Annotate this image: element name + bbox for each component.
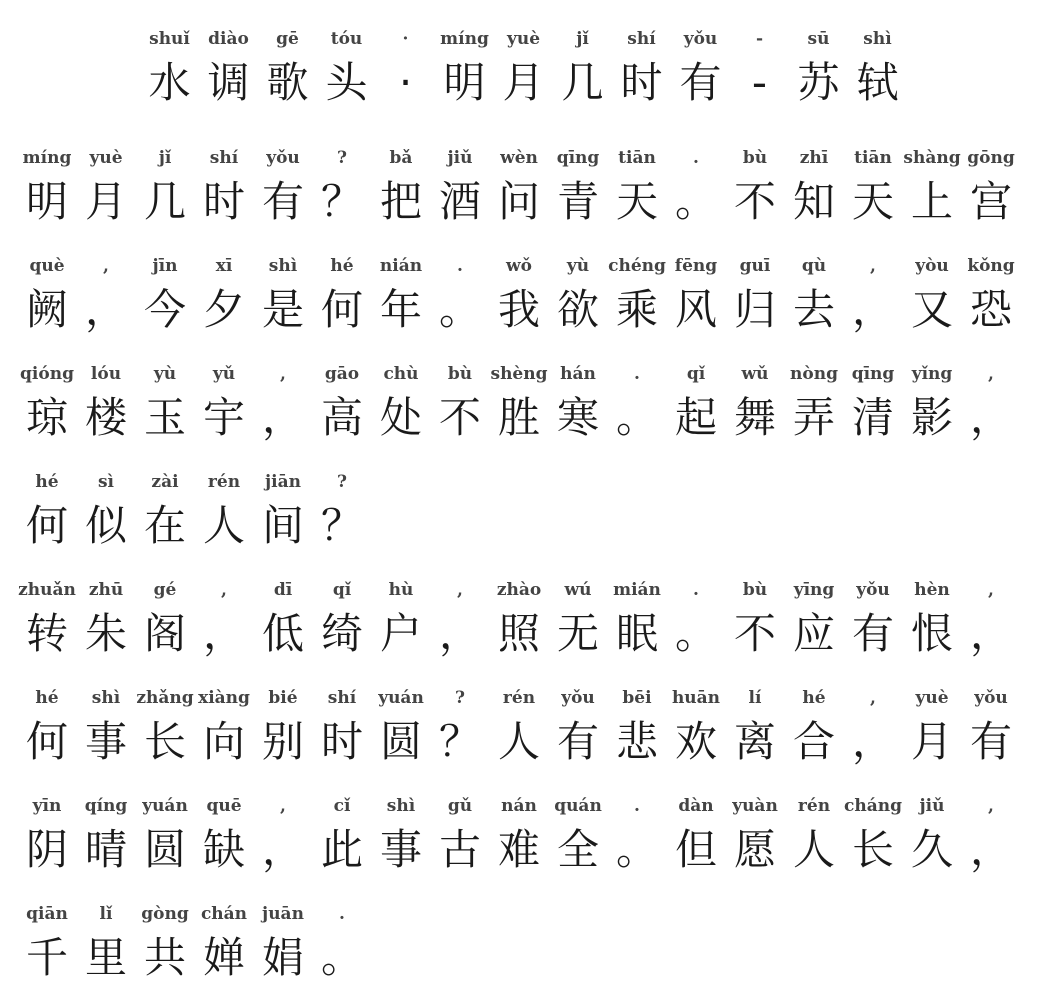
hanzi-character: 有: [261, 177, 304, 226]
pinyin-annotation: jiǔ: [447, 148, 473, 168]
hanzi-character: 转: [25, 609, 68, 658]
pinyin-annotation: shì: [91, 688, 121, 708]
hanzi-character: 恨: [910, 609, 953, 658]
hanzi-character: 宫: [969, 177, 1012, 226]
hanzi-character: 事: [84, 717, 127, 766]
pinyin-annotation: yǒu: [561, 688, 595, 708]
pinyin-annotation: shàng: [903, 148, 961, 168]
pinyin-annotation: xī: [215, 256, 233, 276]
pinyin-annotation: shí: [209, 148, 239, 168]
pinyin-annotation: bù: [742, 580, 768, 600]
pinyin-annotation: hé: [330, 256, 354, 276]
hanzi-character: 水: [148, 58, 191, 107]
hanzi-character: 。: [320, 933, 363, 982]
pinyin-annotation: .: [634, 364, 640, 384]
pinyin-annotation: dī: [273, 580, 293, 600]
hanzi-character: 调: [207, 58, 250, 107]
pinyin-annotation: hé: [802, 688, 826, 708]
hanzi-character: 玉: [143, 393, 186, 442]
hanzi-character: 有: [556, 717, 599, 766]
hanzi-character: ，: [969, 393, 1012, 442]
hanzi-character: 把: [379, 177, 422, 226]
hanzi-character: ？: [320, 177, 363, 226]
pinyin-annotation: lí: [748, 688, 762, 708]
hanzi-character: 弄: [792, 393, 835, 442]
hanzi-character: 去: [792, 285, 835, 334]
pinyin-annotation: hèn: [914, 580, 950, 600]
hanzi-character: 欢: [674, 717, 717, 766]
pinyin-annotation: jiǔ: [919, 796, 945, 816]
pinyin-annotation: ,: [988, 364, 994, 384]
hanzi-character: 人: [202, 501, 245, 550]
hanzi-character: 千: [25, 933, 68, 982]
pinyin-annotation: ,: [988, 580, 994, 600]
pinyin-annotation: ?: [337, 148, 347, 168]
pinyin-annotation: bēi: [622, 688, 652, 708]
pinyin-annotation: chán: [200, 904, 248, 924]
hanzi-character: 全: [556, 825, 599, 874]
hanzi-character: 高: [320, 393, 363, 442]
hanzi-character: 知: [792, 177, 835, 226]
hanzi-character: 不: [438, 393, 481, 442]
pinyin-annotation: bù: [447, 364, 473, 384]
hanzi-character: 恐: [969, 285, 1012, 334]
pinyin-annotation: kǒng: [967, 256, 1015, 276]
hanzi-character: 有: [851, 609, 894, 658]
hanzi-character: ？: [320, 501, 363, 550]
hanzi-character: ，: [969, 825, 1012, 874]
hanzi-character: ，: [84, 285, 127, 334]
hanzi-character: 照: [497, 609, 540, 658]
hanzi-character: 楼: [84, 393, 127, 442]
pinyin-annotation: huān: [671, 688, 721, 708]
hanzi-character: 圆: [143, 825, 186, 874]
hanzi-character: 阁: [143, 609, 186, 658]
hanzi-character: 愿: [733, 825, 776, 874]
pinyin-annotation: diào: [208, 29, 249, 49]
pinyin-annotation: bié: [268, 688, 298, 708]
hanzi-character: 在: [143, 501, 186, 550]
pinyin-annotation: yuán: [142, 796, 188, 816]
hanzi-character: 别: [261, 717, 304, 766]
hanzi-character: 晴: [84, 825, 127, 874]
hanzi-character: 户: [379, 609, 422, 658]
hanzi-character: 。: [438, 285, 481, 334]
hanzi-character: 久: [910, 825, 953, 874]
pinyin-annotation: yǒu: [856, 580, 890, 600]
pinyin-annotation: zhǎng: [136, 688, 194, 708]
pinyin-annotation: chù: [383, 364, 419, 384]
pinyin-annotation: qióng: [20, 364, 74, 384]
pinyin-annotation: mián: [613, 580, 661, 600]
hanzi-character: 朱: [84, 609, 127, 658]
pinyin-annotation: yuàn: [732, 796, 778, 816]
hanzi-character: 婵: [202, 933, 245, 982]
pinyin-annotation: yǐng: [911, 364, 953, 384]
pinyin-annotation: yuè: [506, 29, 541, 49]
hanzi-character: ，: [438, 609, 481, 658]
pinyin-annotation: hù: [388, 580, 414, 600]
hanzi-character: 明: [443, 58, 486, 107]
pinyin-annotation: qīng: [556, 148, 600, 168]
pinyin-annotation: ,: [280, 364, 286, 384]
pinyin-annotation: shí: [627, 29, 656, 49]
hanzi-character: 人: [497, 717, 540, 766]
pinyin-annotation: tiān: [618, 148, 656, 168]
pinyin-annotation: shèng: [490, 364, 548, 384]
poem-line: [0, 687, 1042, 787]
pinyin-annotation: tiān: [854, 148, 892, 168]
hanzi-character: 风: [674, 285, 717, 334]
hanzi-character: ，: [851, 285, 894, 334]
pinyin-annotation: lǐ: [99, 904, 113, 924]
hanzi-character: 何: [320, 285, 363, 334]
pinyin-annotation: shí: [327, 688, 357, 708]
hanzi-character: 但: [674, 825, 717, 874]
pinyin-annotation: shuǐ: [149, 29, 190, 49]
pinyin-annotation: wèn: [500, 148, 538, 168]
hanzi-character: 有: [969, 717, 1012, 766]
hanzi-character: 共: [143, 933, 186, 982]
hanzi-character: 何: [25, 717, 68, 766]
pinyin-annotation: què: [29, 256, 65, 276]
hanzi-character: 年: [379, 285, 422, 334]
hanzi-character: ·: [398, 58, 413, 107]
hanzi-character: ，: [202, 609, 245, 658]
pinyin-annotation: .: [693, 148, 699, 168]
hanzi-character: 难: [497, 825, 540, 874]
hanzi-character: 月: [84, 177, 127, 226]
pinyin-annotation: yǒu: [683, 29, 718, 49]
hanzi-character: 向: [202, 717, 245, 766]
hanzi-character: 胜: [497, 393, 540, 442]
pinyin-annotation: hé: [35, 688, 59, 708]
pinyin-annotation: qǐ: [686, 364, 706, 384]
pinyin-annotation: yǒu: [266, 148, 300, 168]
hanzi-character: 娟: [261, 933, 304, 982]
pinyin-annotation: guī: [739, 256, 771, 276]
hanzi-character: 我: [497, 285, 540, 334]
pinyin-annotation: yǔ: [212, 364, 236, 384]
pinyin-annotation: ,: [221, 580, 227, 600]
pinyin-annotation: qiān: [26, 904, 68, 924]
pinyin-annotation: ,: [280, 796, 286, 816]
pinyin-annotation: qǐ: [332, 580, 352, 600]
hanzi-character: 不: [733, 177, 776, 226]
pinyin-annotation: jǐ: [576, 29, 589, 49]
pinyin-annotation: nòng: [790, 364, 838, 384]
pinyin-annotation: bù: [742, 148, 768, 168]
pinyin-annotation: hé: [35, 472, 59, 492]
pinyin-annotation: yuè: [915, 688, 949, 708]
pinyin-annotation: shì: [386, 796, 416, 816]
hanzi-character: 间: [261, 501, 304, 550]
pinyin-annotation: qīng: [851, 364, 895, 384]
pinyin-annotation: ·: [402, 29, 409, 49]
hanzi-character: ？: [438, 717, 481, 766]
hanzi-character: 。: [615, 825, 658, 874]
pinyin-annotation: gē: [276, 29, 299, 49]
pinyin-annotation: yǒu: [974, 688, 1008, 708]
hanzi-character: 似: [84, 501, 127, 550]
hanzi-character: 酒: [438, 177, 481, 226]
hanzi-character: 月: [910, 717, 953, 766]
pinyin-annotation: ,: [457, 580, 463, 600]
hanzi-character: 离: [733, 717, 776, 766]
pinyin-annotation: bǎ: [389, 148, 413, 168]
poem-line: [0, 147, 1042, 247]
pinyin-annotation: juān: [262, 904, 304, 924]
pinyin-annotation: jǐ: [158, 148, 172, 168]
pinyin-annotation: yuán: [378, 688, 424, 708]
pinyin-annotation: hán: [560, 364, 596, 384]
pinyin-annotation: chéng: [608, 256, 666, 276]
pinyin-annotation: gǔ: [447, 796, 473, 816]
hanzi-character: 人: [792, 825, 835, 874]
pinyin-annotation: dàn: [678, 796, 714, 816]
pinyin-annotation: tóu: [330, 29, 363, 49]
pinyin-annotation: .: [457, 256, 463, 276]
hanzi-character: 里: [84, 933, 127, 982]
hanzi-character: ，: [851, 717, 894, 766]
pinyin-annotation: yòu: [915, 256, 949, 276]
hanzi-character: 时: [320, 717, 363, 766]
hanzi-character: 归: [733, 285, 776, 334]
hanzi-character: 寒: [556, 393, 599, 442]
pinyin-annotation: nán: [501, 796, 537, 816]
pinyin-annotation: .: [339, 904, 345, 924]
pinyin-annotation: wú: [564, 580, 592, 600]
hanzi-character: 问: [497, 177, 540, 226]
pinyin-annotation: gé: [153, 580, 177, 600]
pinyin-annotation: yuè: [89, 148, 123, 168]
hanzi-character: 几: [561, 58, 604, 107]
hanzi-character: 古: [438, 825, 481, 874]
hanzi-character: 。: [674, 177, 717, 226]
pinyin-annotation: zhào: [496, 580, 542, 600]
pinyin-annotation: xiàng: [198, 688, 250, 708]
hanzi-character: 是: [261, 285, 304, 334]
pinyin-annotation: shì: [268, 256, 298, 276]
pinyin-annotation: rén: [502, 688, 536, 708]
hanzi-character: 无: [556, 609, 599, 658]
pinyin-annotation: shì: [863, 29, 892, 49]
pinyin-annotation: ,: [988, 796, 994, 816]
pinyin-annotation: yù: [153, 364, 177, 384]
pinyin-annotation: quē: [206, 796, 242, 816]
hanzi-character: 有: [679, 58, 722, 107]
hanzi-character: 阴: [25, 825, 68, 874]
hanzi-character: -: [751, 58, 768, 107]
hanzi-character: 合: [792, 717, 835, 766]
hanzi-character: 琼: [25, 393, 68, 442]
hanzi-character: 圆: [379, 717, 422, 766]
pinyin-annotation: zhī: [799, 148, 829, 168]
pinyin-annotation: qíng: [84, 796, 128, 816]
pinyin-annotation: sì: [97, 472, 115, 492]
pinyin-annotation: zhuǎn: [18, 580, 76, 600]
hanzi-character: 缺: [202, 825, 245, 874]
hanzi-character: 长: [143, 717, 186, 766]
hanzi-character: 天: [851, 177, 894, 226]
hanzi-character: 苏: [797, 58, 840, 107]
pinyin-annotation: .: [634, 796, 640, 816]
hanzi-character: 。: [674, 609, 717, 658]
hanzi-character: 时: [620, 58, 663, 107]
hanzi-character: 长: [851, 825, 894, 874]
pinyin-annotation: yīng: [793, 580, 835, 600]
hanzi-character: 月: [502, 58, 545, 107]
hanzi-character: 影: [910, 393, 953, 442]
pinyin-annotation: ?: [337, 472, 347, 492]
pinyin-annotation: gòng: [141, 904, 189, 924]
pinyin-annotation: jīn: [152, 256, 178, 276]
pinyin-annotation: nián: [379, 256, 423, 276]
hanzi-character: ，: [261, 393, 304, 442]
poem-line: [0, 795, 1042, 895]
pinyin-annotation: sū: [807, 29, 830, 49]
hanzi-character: 阙: [25, 285, 68, 334]
pinyin-annotation: wǒ: [506, 256, 532, 276]
pinyin-annotation: .: [693, 580, 699, 600]
pinyin-annotation: cǐ: [333, 796, 351, 816]
hanzi-character: 几: [143, 177, 186, 226]
pinyin-annotation: yīn: [32, 796, 62, 816]
poem-line: [0, 903, 1042, 1003]
pinyin-annotation: jiān: [265, 472, 301, 492]
pinyin-annotation: yù: [566, 256, 590, 276]
pinyin-annotation: gāo: [324, 364, 360, 384]
hanzi-character: 悲: [615, 717, 658, 766]
pinyin-annotation: lóu: [90, 364, 122, 384]
pinyin-annotation: zhū: [88, 580, 124, 600]
hanzi-character: 绮: [320, 609, 363, 658]
hanzi-character: 夕: [202, 285, 245, 334]
hanzi-character: 乘: [615, 285, 658, 334]
pinyin-annotation: ,: [103, 256, 109, 276]
hanzi-character: 应: [792, 609, 835, 658]
poem-line: [0, 471, 1042, 571]
hanzi-character: 清: [851, 393, 894, 442]
hanzi-character: 起: [674, 393, 717, 442]
poem-line: [0, 579, 1042, 679]
hanzi-character: 轼: [856, 58, 899, 107]
hanzi-character: 眠: [615, 609, 658, 658]
pinyin-annotation: -: [755, 29, 764, 49]
hanzi-character: 时: [202, 177, 245, 226]
hanzi-character: 何: [25, 501, 68, 550]
pinyin-annotation: ,: [870, 256, 876, 276]
pinyin-annotation: wǔ: [741, 364, 769, 384]
hanzi-character: 明: [25, 177, 68, 226]
poem-line: [0, 363, 1042, 463]
pinyin-annotation: cháng: [844, 796, 902, 816]
pinyin-annotation: ,: [870, 688, 876, 708]
hanzi-character: ，: [969, 609, 1012, 658]
pinyin-annotation: fēng: [674, 256, 718, 276]
pinyin-annotation: rén: [207, 472, 241, 492]
hanzi-character: 头: [325, 58, 368, 107]
pinyin-annotation: míng: [22, 148, 72, 168]
hanzi-character: 歌: [266, 58, 309, 107]
hanzi-character: 舞: [733, 393, 776, 442]
pinyin-annotation: quán: [554, 796, 602, 816]
hanzi-character: 今: [143, 285, 186, 334]
pinyin-annotation: qù: [801, 256, 827, 276]
pinyin-annotation: zài: [151, 472, 179, 492]
hanzi-character: ，: [261, 825, 304, 874]
poem-line: [0, 255, 1042, 355]
hanzi-character: 又: [910, 285, 953, 334]
hanzi-character: 低: [261, 609, 304, 658]
hanzi-character: 处: [379, 393, 422, 442]
pinyin-annotation: míng: [440, 29, 489, 49]
pinyin-annotation: gōng: [967, 148, 1015, 168]
hanzi-character: 青: [556, 177, 599, 226]
hanzi-character: 天: [615, 177, 658, 226]
pinyin-annotation: ?: [455, 688, 465, 708]
hanzi-character: 此: [320, 825, 363, 874]
hanzi-character: 。: [615, 393, 658, 442]
hanzi-character: 事: [379, 825, 422, 874]
pinyin-annotation: rén: [797, 796, 831, 816]
hanzi-character: 不: [733, 609, 776, 658]
hanzi-character: 宇: [202, 393, 245, 442]
hanzi-character: 欲: [556, 285, 599, 334]
hanzi-character: 上: [910, 177, 953, 226]
poem-title-line: [0, 28, 1042, 128]
